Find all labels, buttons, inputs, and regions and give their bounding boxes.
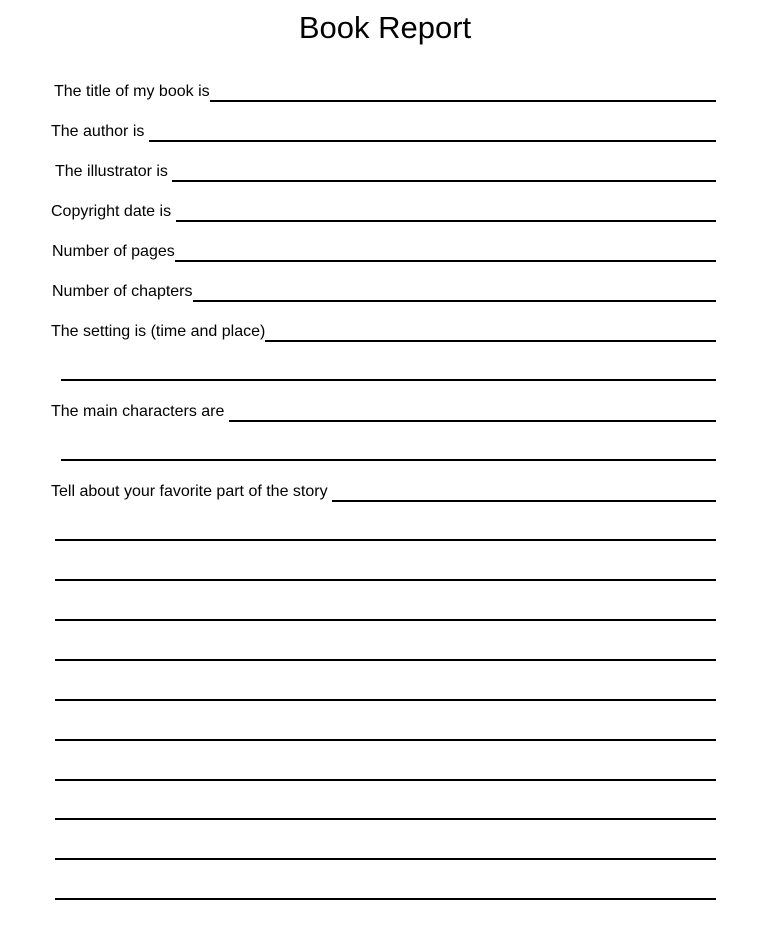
copyright-answer-line[interactable] [176,220,716,222]
favorite-part-field [51,480,716,502]
chapters-field-label: Number of chapters [52,283,193,300]
title-field-label: The title of my book is [54,83,210,100]
page-title: Book Report [298,10,472,45]
setting-field [51,320,716,342]
title-field [54,80,716,102]
favorite-part-answer-line[interactable] [332,500,716,502]
pages-field-label: Number of pages [52,243,175,260]
writing-line[interactable] [55,898,716,900]
setting-answer-line[interactable] [265,340,716,342]
writing-line[interactable] [55,579,716,581]
characters-continuation-line[interactable] [61,459,716,461]
characters-field [51,400,716,422]
pages-field [52,240,716,262]
writing-line[interactable] [55,858,716,860]
writing-line[interactable] [55,779,716,781]
copyright-field [51,200,716,222]
title-answer-line[interactable] [210,100,716,102]
writing-line[interactable] [55,539,716,541]
characters-field-label: The main characters are [51,403,229,420]
pages-answer-line[interactable] [175,260,716,262]
chapters-field [52,280,716,302]
chapters-answer-line[interactable] [193,300,716,302]
setting-continuation-line[interactable] [61,379,716,381]
illustrator-answer-line[interactable] [172,180,716,182]
setting-field-label: The setting is (time and place) [51,323,266,340]
characters-answer-line[interactable] [229,420,716,422]
writing-line[interactable] [55,699,716,701]
author-field-label: The author is [51,123,149,140]
illustrator-field [55,160,716,182]
copyright-field-label: Copyright date is [51,203,176,220]
author-answer-line[interactable] [149,140,716,142]
favorite-part-field-label: Tell about your favorite part of the story [51,483,333,500]
illustrator-field-label: The illustrator is [55,163,173,180]
writing-line[interactable] [55,659,716,661]
writing-line[interactable] [55,818,716,820]
author-field [51,120,716,142]
writing-line[interactable] [55,619,716,621]
writing-line[interactable] [55,739,716,741]
